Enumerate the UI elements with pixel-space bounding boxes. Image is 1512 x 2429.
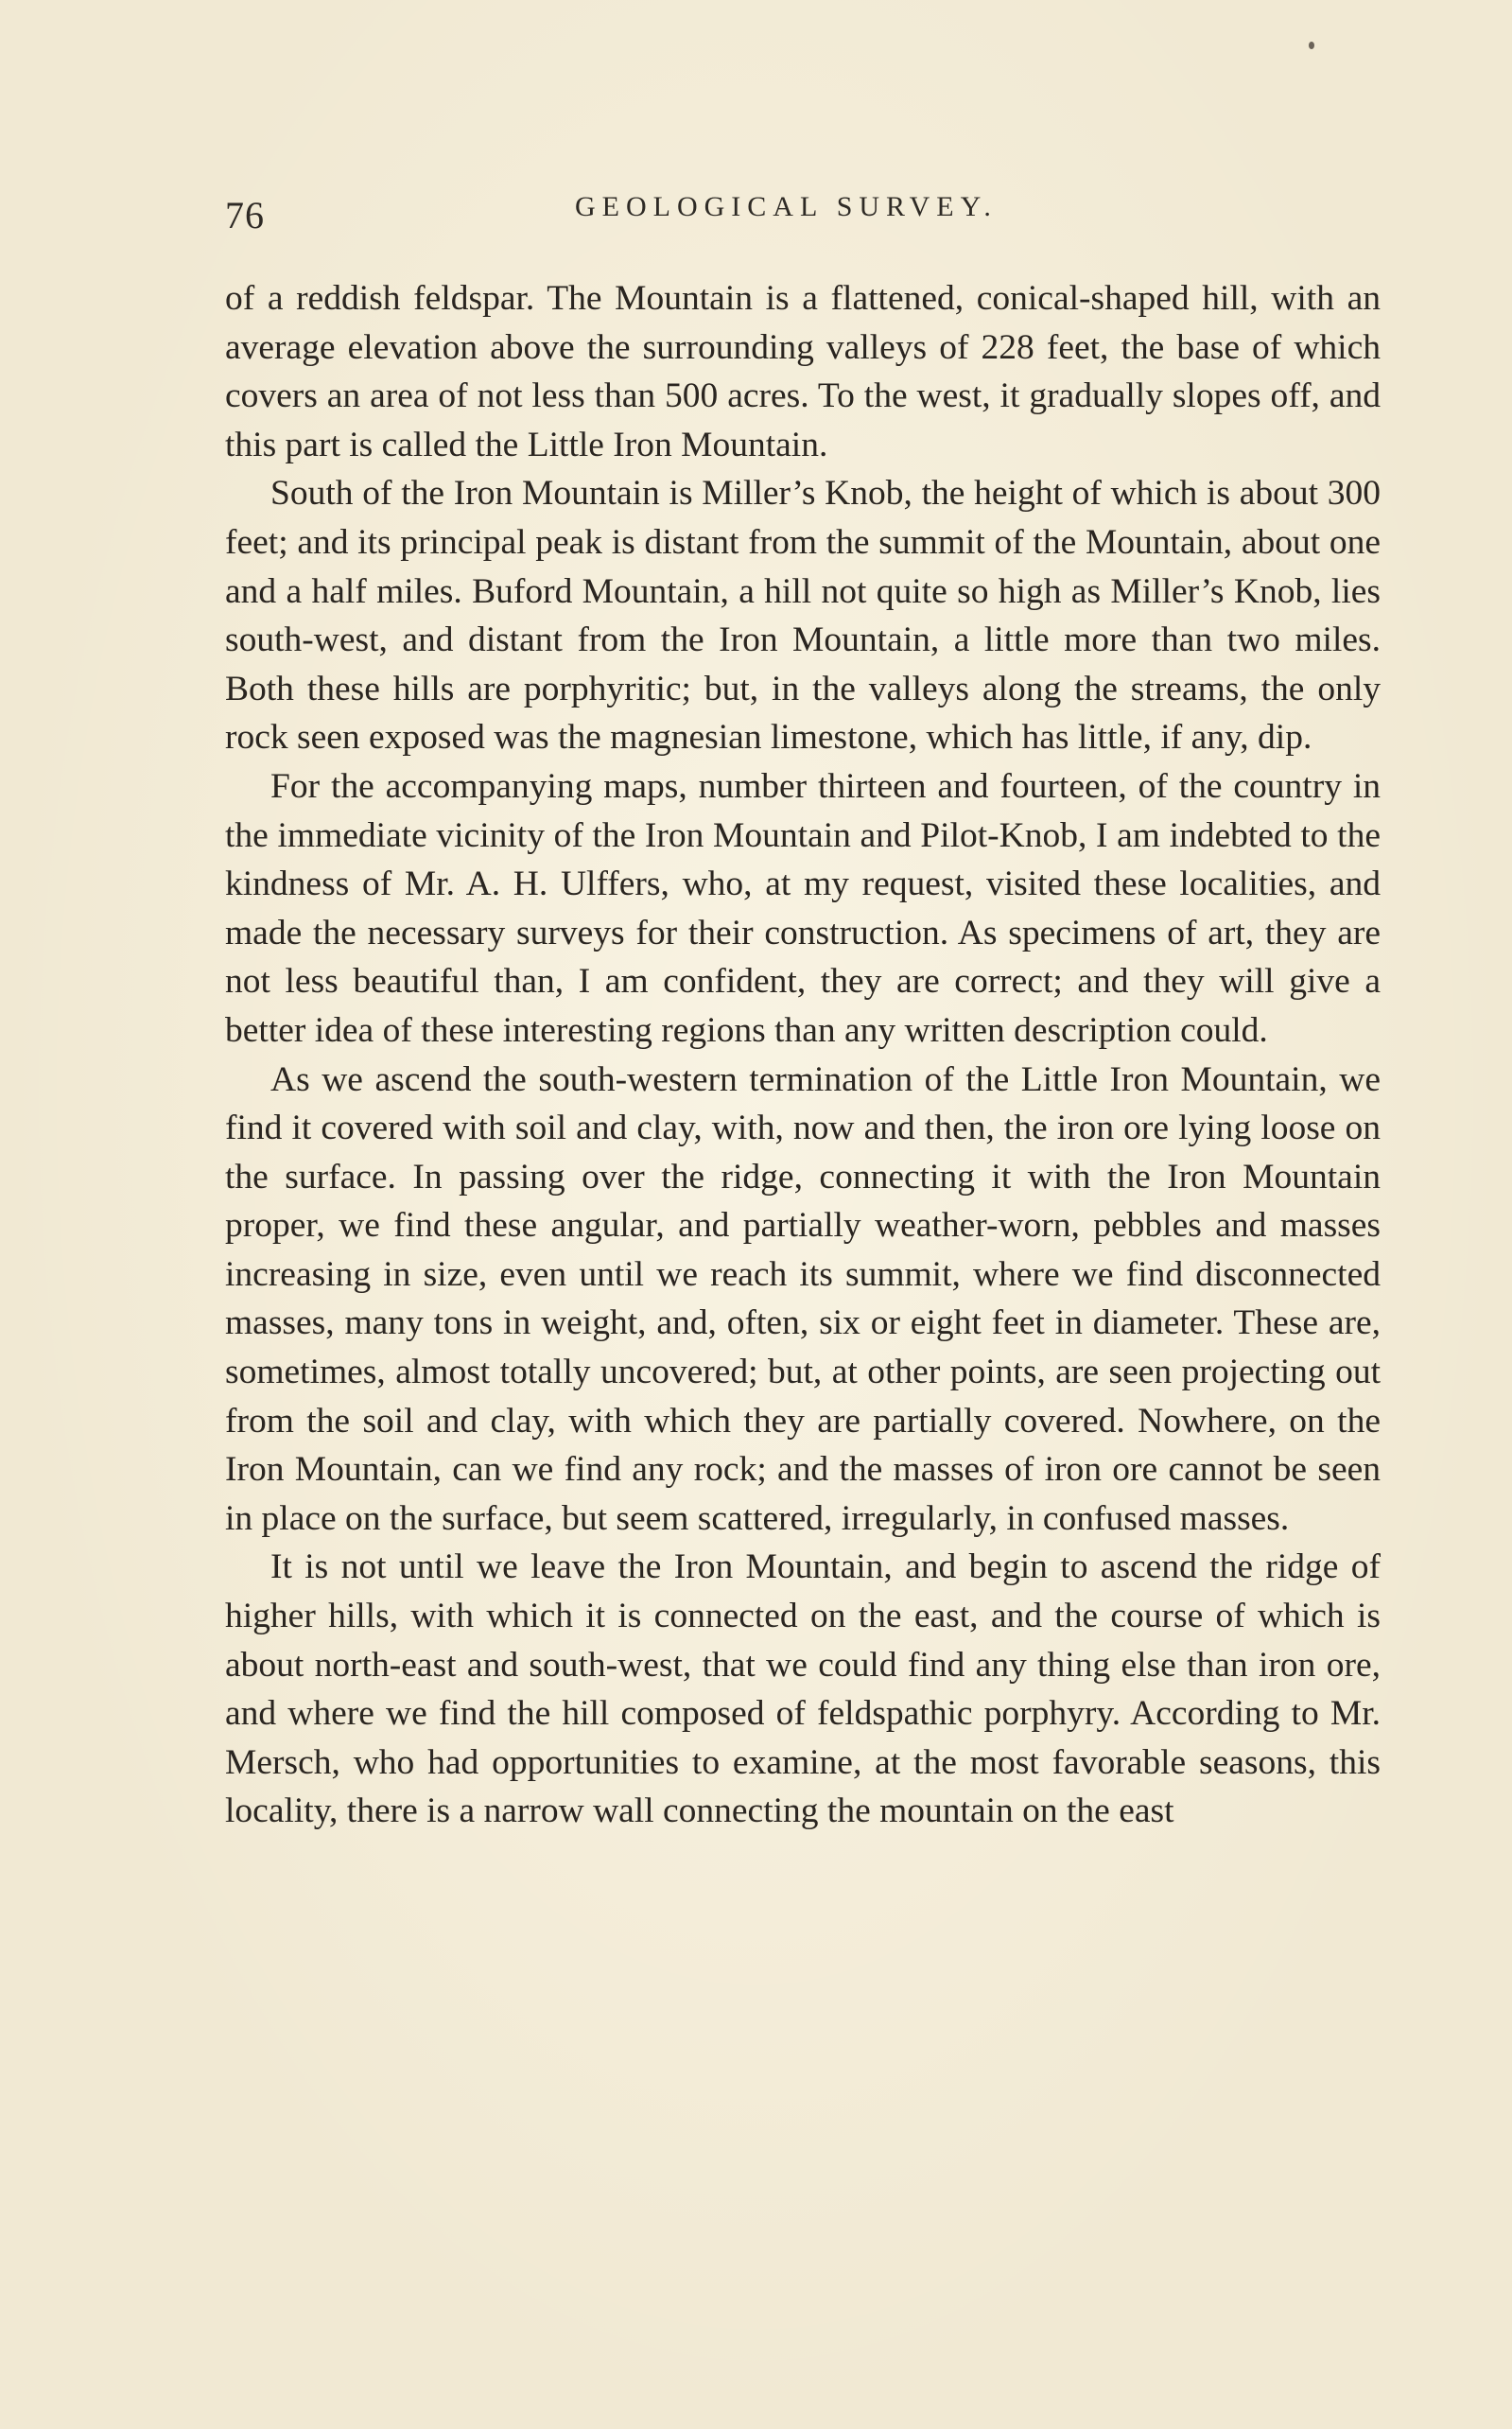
paragraph-ascent: As we ascend the south-western termination of the Little Iron Mountain, we find it covered with soil and clay, with, now and then, the iron ore lying loose on the surface. In passing over the ridge, connecting it with the Iron Mountain proper, we find these angular, and partially weather-worn, pebbles and masses increasing in size, even until we reach its summit, where we find disconnected masses, many tons in weight, and, often, six or eight feet in diameter. These are, sometimes, almost totally uncovered; but, at other points, are seen projecting out from the soil and clay, with which they are partially covered. Nowhere, on the Iron Mountain, can we find any rock; and the masses of iron ore cannot be seen in place on the surface, but seem scattered, irregularly, in confused masses. — [225, 1059, 1381, 1538]
paragraph-ridge: It is not until we leave the Iron Mountain, and begin to ascend the ridge of higher hills, with which it is connected on the east, and the course of which is about north-east and south-west, that we could find any thing else than iron ore, and where we find the hill composed of feldspathic porphyry. According to Mr. Mersch, who had opportunities to examine, at the most favorable seasons, this locality, there is a narrow wall connecting the mountain on the east — [225, 1547, 1381, 1831]
page-number: 76 — [225, 194, 265, 236]
ink-speck — [1309, 42, 1314, 49]
paragraph-maps: For the accompanying maps, number thirteen and fourteen, of the country in the immediate vicinity of the Iron Mountain and Pilot-Knob, I am indebted to the kindness of Mr. A. H. Ulffers, who, at my request, visited these localities, and made the necessary surveys for their construction. As specimens of art, they are not less beautiful than, I am confident, they are correct; and they will give a better idea of these interesting regions than any written description could. — [225, 766, 1381, 1050]
page-header — [225, 185, 1381, 242]
paragraph-millers-knob: South of the Iron Mountain is Miller’s Knob, the height of which is about 300 feet; and its principal peak is distant from the summit of the Mountain, about one and a half miles. Buford Mountain, a hill not quite so high as Miller’s Knob, lies south-west, and distant from the Iron Mountain, a little more than two miles. Both these hills are porphyritic; but, in the valleys along the streams, the only rock seen exposed was the magnesian limestone, which has little, if any, dip. — [225, 474, 1381, 758]
paragraph-continuation: of a reddish feldspar. The Mountain is a flattened, conical-shaped hill, with an average elevation above the surrounding valleys of 228 feet, the base of which covers an area of not less than 500 acres. To the west, it gradually slopes off, and this part is called the Little Iron Mountain. — [225, 279, 1381, 464]
body-text — [225, 274, 1381, 1836]
running-head: GEOLOGICAL SURVEY. — [575, 191, 998, 222]
